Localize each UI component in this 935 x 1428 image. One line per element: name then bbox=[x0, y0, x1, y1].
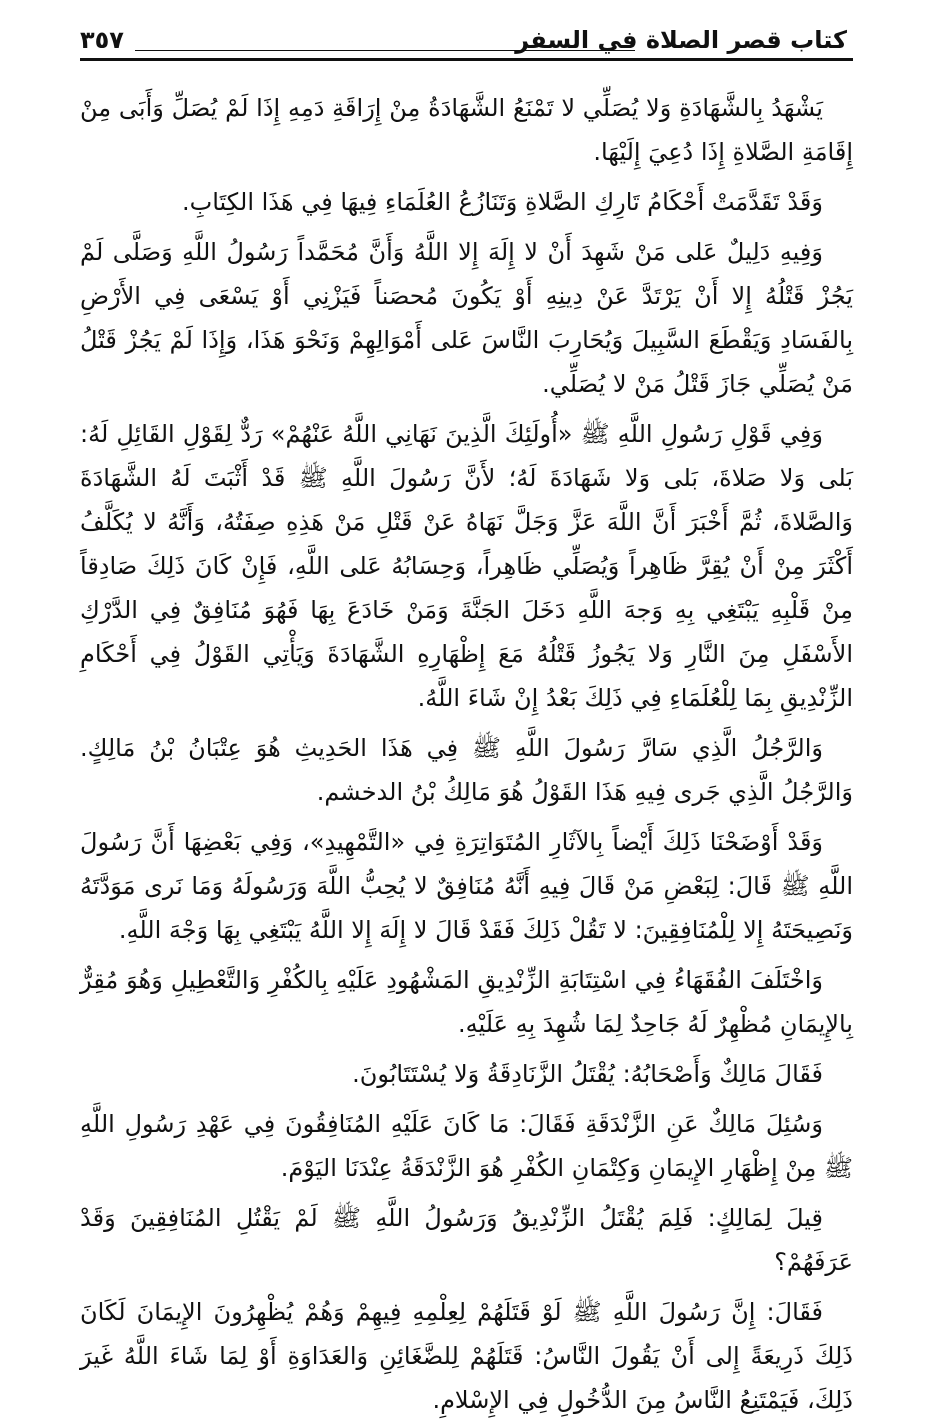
paragraph: فَقَالَ: إِنَّ رَسُولَ اللَّهِ ﷺ لَوْ قَتَلَهُمْ لِعِلْمِهِ فِيهِمْ وَهُمْ يُظْهِرُونَ الإِيمَانَ لَكَانَ ذَلِكَ ذَرِيعَةً إِلى أَنْ يَقُولَ النَّاسُ: قَتَلَهُمْ لِلضَّغَائِنِ وَالعَدَاوَةِ أَوْ لِمَا شَاءَ اللَّهُ غَيرَ ذَلِكَ، فَيَمْتَنِعُ النَّاسُ مِنَ الدُّخُولِ فِي الإِسْلامِ. bbox=[80, 1298, 853, 1414]
page-body bbox=[80, 86, 853, 1428]
paragraph: وَسُئِلَ مَالِكٌ عَنِ الزَّنْدَقَةِ فَقَالَ: مَا كَانَ عَلَيْهِ المُنَافِقُونَ فِي عَهْدِ رَسُولِ اللَّهِ ﷺ مِنْ إِظْهَارِ الإِيمَانِ وَكِتْمَانِ الكُفْرِ هُوَ الزَّنْدَقَةُ عِنْدَنَا اليَوْمَ. bbox=[80, 1110, 853, 1182]
header-title-rule bbox=[135, 50, 635, 51]
paragraph: فَقَالَ مَالِكٌ وَأَصْحَابُهُ: يُقْتَلُ الزَّنَادِقَةُ وَلا يُسْتَتَابُونَ. bbox=[352, 1060, 823, 1088]
paragraph: وَقَدْ أَوْضَحْنَا ذَلِكَ أَيْضاً بِالآثَارِ المُتَوَاتِرَةِ فِي «التَّمْهِيدِ»، وَفِي بَعْضِهَا أَنَّ رَسُولَ اللَّهِ ﷺ قَالَ: لِبَعْضِ مَنْ قَالَ فِيهِ أَنَّهُ مُنَافِقٌ لا يُحِبُّ اللَّهَ وَرَسُولَهُ وَمَا نَرى مَوَدَّتَهُ وَنَصِيحَتَهُ إِلا لِلْمُنَافِقِينَ: لا تَقُلْ ذَلِكَ فَقَدْ قَالَ لا إِلَهَ إِلا اللَّهُ يَبْتَغِي بِهَا وَجْهَ اللَّهِ. bbox=[80, 828, 853, 944]
paragraph: وَفِي قَوْلِ رَسُولِ اللَّهِ ﷺ «أُولَئِكَ الَّذِينَ نَهَانِي اللَّهُ عَنْهُمْ» رَدٌّ لِقَوْلِ القَائِلِ لَهُ: بَلى وَلا صَلاةَ، بَلى وَلا شَهَادَةَ لَهُ؛ لأَنَّ رَسُولَ اللَّهِ ﷺ قَدْ أَثْبَتَ لَهُ الشَّهَادَةَ وَالصَّلاةَ، ثُمَّ أَخْبَرَ أَنَّ اللَّهَ عَزَّ وَجَلَّ نَهَاهُ عَنْ قَتْلِ مَنْ هَذِهِ صِفَتُهُ، وَأَنَّهُ لا يُكَلَّفُ أَكْثَرَ مِنْ أَنْ يُقِرَّ ظَاهِراً وَيُصَلِّي ظَاهِراً، وَحِسَابُهُ عَلى اللَّهِ، فَإِنْ كَانَ ذَلِكَ صَادِقاً مِنْ قَلْبِهِ يَبْتَغِي بِهِ وَجهَ اللَّهِ دَخَلَ الجَنَّةَ وَمَنْ خَادَعَ بِهَا فَهُوَ مُنَافِقٌ فِي الدَّرْكِ الأَسْفَلِ مِنَ النَّارِ وَلا يَجُوزُ قَتْلُهُ مَعَ إِظْهَارِهِ الشَّهَادَةَ وَيَأْتِي القَوْلُ فِي أَحْكَامِ الزِّنْدِيقِ بِمَا لِلْعُلَمَاءِ فِي ذَلِكَ بَعْدُ إِنْ شَاءَ اللَّهُ. bbox=[80, 420, 853, 712]
paragraph: يَشْهَدُ بِالشَّهَادَةِ وَلا يُصَلِّي لا تَمْنَعُ الشَّهَادَةُ مِنْ إِرَاقَةِ دَمِهِ إِذَا لَمْ يُصَلِّ وَأَبَى مِنْ إِقَامَةِ الصَّلاةِ إِذَا دُعِيَ إِلَيْهَا. bbox=[80, 94, 853, 166]
paragraph: وَاخْتَلَفَ الفُقَهَاءُ فِي اسْتِتَابَةِ الزِّنْدِيقِ المَشْهُودِ عَلَيْهِ بِالكُفْرِ وَالتَّعْطِيلِ وَهُوَ مُقِرٌّ بِالإِيمَانِ مُظْهِرٌ لَهُ جَاحِدٌ لِمَا شُهِدَ بِهِ عَلَيْهِ. bbox=[80, 966, 853, 1038]
page-header bbox=[80, 10, 847, 54]
header-rule bbox=[80, 58, 853, 61]
running-title: كتاب قصر الصلاة في السفر bbox=[515, 26, 847, 54]
paragraph: قِيلَ لِمَالِكٍ: فَلِمَ يُقْتَلُ الزِّنْدِيقُ وَرَسُولُ اللَّهِ ﷺ لَمْ يَقْتُلِ المُنَافِقِينَ وَقَدْ عَرَفَهُمْ؟ bbox=[80, 1204, 853, 1276]
paragraph: وَقَدْ تَقَدَّمَتْ أَحْكَامُ تَارِكِ الصَّلاةِ وَتَنَازُعُ العُلَمَاءِ فِيهَا فِي هَذَا الكِتَابِ. bbox=[182, 188, 823, 216]
paragraph: وَالرَّجُلُ الَّذِي سَارَّ رَسُولَ اللَّهِ ﷺ فِي هَذَا الحَدِيثِ هُوَ عِتْبَانُ بْنُ مَالِكٍ. وَالرَّجُلُ الَّذِي جَرى فِيهِ هَذَا القَوْلُ هُوَ مَالِكُ بْنُ الدخشم. bbox=[80, 734, 853, 806]
page-number: ٣٥٧ bbox=[80, 26, 124, 54]
paragraph: وَفِيهِ دَلِيلٌ عَلى مَنْ شَهِدَ أَنْ لا إِلَهَ إِلا اللَّهُ وَأَنَّ مُحَمَّداً رَسُولُ اللَّهِ وَصَلَّى لَمْ يَجُزْ قَتْلُهُ إِلا أَنْ يَرْتَدَّ عَنْ دِينِهِ أَوْ يَكُونَ مُحصَناً فَيَزْنِي أَوْ يَسْعَى فِي الأَرْضِ بِالفَسَادِ وَيَقْطَعَ السَّبِيلَ وَيُحَارِبَ النَّاسَ عَلى أَمْوَالِهِمْ وَنَحْوَ هَذَا، وَإِذَا لَمْ يَجُزْ قَتْلُ مَنْ يُصَلِّي جَازَ قَتْلُ مَنْ لا يُصَلِّي. bbox=[80, 238, 853, 398]
